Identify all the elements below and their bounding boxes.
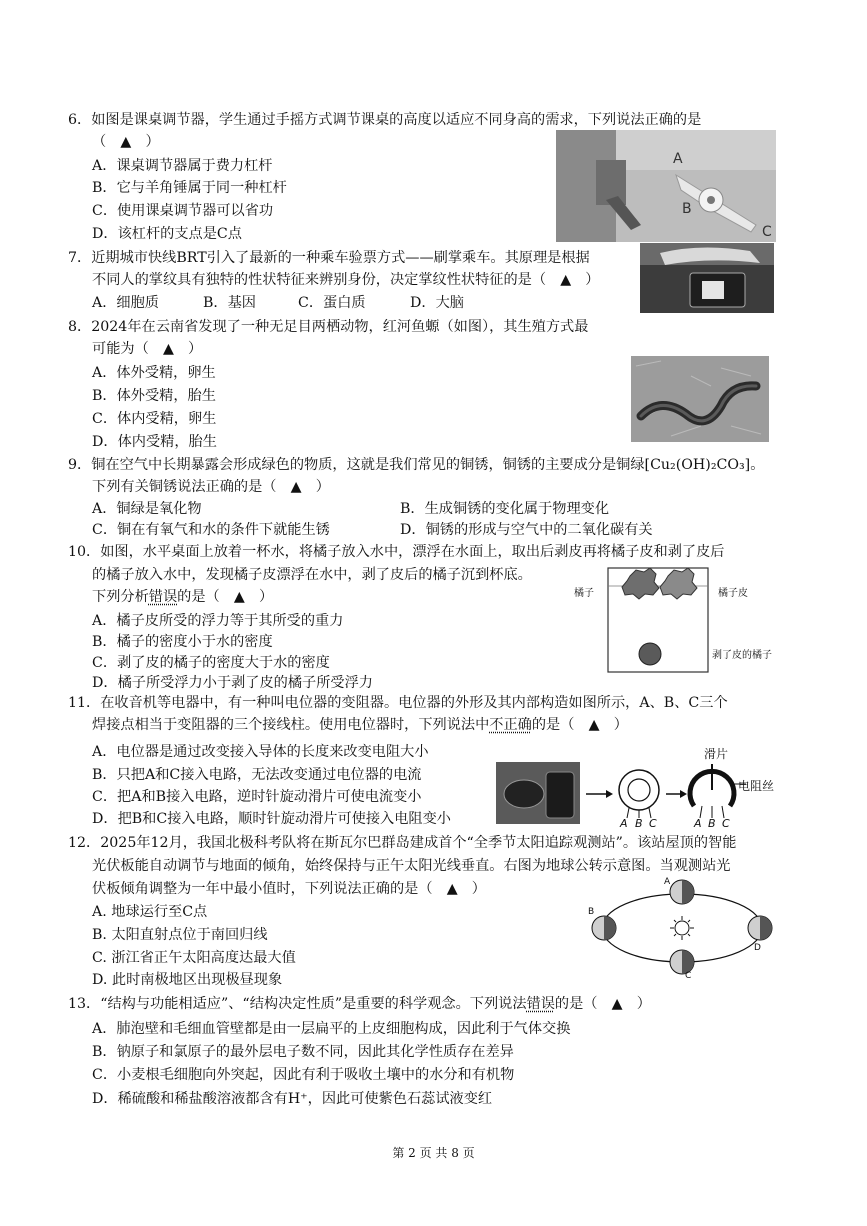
q12-option-d: D. 此时南极地区出现极昼现象 xyxy=(92,972,283,988)
q6-stem-line1: 6．如图是课桌调节器，学生通过手摇方式调节课桌的高度以适应不同身高的需求，下列说法正确的是 xyxy=(68,112,702,128)
q12-option-b: B. 太阳直射点位于南回归线 xyxy=(92,927,268,943)
q10-stem-line2: 的橘子放入水中，发现橘子皮漂浮在水中，剥了皮后的橘子沉到杯底。 xyxy=(92,567,532,583)
q8-option-c: C．体内受精，卵生 xyxy=(92,411,217,427)
q9-stem-line2: 下列有关铜锈说法正确的是（ ▲ ） xyxy=(92,479,330,495)
q8-option-a: A．体外受精，卵生 xyxy=(92,365,216,381)
q12-option-a: A. 地球运行至C点 xyxy=(92,904,208,920)
q11-potentiometer-figure xyxy=(494,744,784,828)
q11-option-d: D．把B和C接入电路，顺时针旋动滑片可使接入电阻变小 xyxy=(92,811,451,827)
q7-option-b: B．基因 xyxy=(203,295,256,311)
q6-desk-adjuster-figure xyxy=(556,130,776,242)
q8-salamander-photo xyxy=(631,356,769,442)
q12-earth-orbit-diagram xyxy=(584,874,780,980)
q6-fig-label-c: C xyxy=(762,224,772,240)
q10-option-b: B．橘子的密度小于水的密度 xyxy=(92,634,273,650)
q13-stem-line1: 13．“结构与功能相适应”、“结构决定性质”是重要的科学观念。下列说法错误的是（ ▲ ） xyxy=(68,996,651,1012)
q12-fig-label-a: A xyxy=(664,877,671,887)
q11-fig-label-slider: 滑片 xyxy=(704,747,729,761)
page-footer: 第 2 页 共 8 页 xyxy=(392,1146,475,1160)
q6-option-a: A．课桌调节器属于费力杠杆 xyxy=(92,158,273,174)
q11-stem-line1: 11．在收音机等电器中，有一种叫电位器的变阻器。电位器的外形及其内部构造如图所示，A、B、C三个 xyxy=(68,695,728,711)
q12-fig-label-b: B xyxy=(588,907,595,917)
q10-stem-line1: 10．如图，水平桌面上放着一杯水，将橘子放入水中，漂浮在水面上，取出后剥皮再将橘子皮和剥了皮后 xyxy=(68,544,725,560)
q9-stem-line1: 9．铜在空气中长期暴露会形成绿色的物质，这就是我们常见的铜锈，铜锈的主要成分是铜绿[Cu₂(OH)₂CO₃]。 xyxy=(68,457,765,473)
q7-stem-line1: 7．近期城市快线BRT引入了最新的一种乘车验票方式——刷掌乘车。其原理是根据 xyxy=(68,250,590,266)
q8-option-b: B．体外受精，胎生 xyxy=(92,388,216,404)
q8-stem-line2: 可能为（ ▲ ） xyxy=(92,341,203,357)
q6-fig-label-a: A xyxy=(673,151,683,167)
q7-option-c: C．蛋白质 xyxy=(298,295,366,311)
q11-option-a: A．电位器是通过改变接入导体的长度来改变电阻大小 xyxy=(92,744,429,760)
q8-option-d: D．体内受精，胎生 xyxy=(92,434,217,450)
q13-option-b: B．钠原子和氯原子的最外层电子数不同，因此其化学性质存在差异 xyxy=(92,1044,514,1060)
q12-stem-line1: 12．2025年12月，我国北极科考队将在斯瓦尔巴群岛建成首个“全季节太阳追踪观测站”。该站屋顶的智能 xyxy=(68,835,737,851)
svg-text:B: B xyxy=(635,817,643,828)
q10-fig-label-orange: 橘子 xyxy=(574,588,594,599)
q12-stem-line3: 伏板倾角调整为一年中最小值时，下列说法正确的是（ ▲ ） xyxy=(92,881,486,897)
q10-fig-label-peel: 橘子皮 xyxy=(718,588,748,599)
q7-stem-line2: 不同人的掌纹具有独特的性状特征来辨别身份，决定掌纹性状特征的是（ ▲ ） xyxy=(92,272,600,288)
q13-option-a: A．肺泡壁和毛细血管壁都是由一层扁平的上皮细胞构成，因此利于气体交换 xyxy=(92,1021,571,1037)
q9-option-b: B．生成铜锈的变化属于物理变化 xyxy=(400,501,610,517)
q6-fig-label-b: B xyxy=(682,201,692,217)
q10-option-d: D．橘子所受浮力小于剥了皮的橘子所受浮力 xyxy=(92,675,373,691)
q11-fig-label-wire: 电阻丝 xyxy=(738,779,775,793)
svg-text:C: C xyxy=(649,817,657,828)
q9-option-c: C．铜在有氧气和水的条件下就能生锈 xyxy=(92,522,330,538)
q9-option-a: A．铜绿是氧化物 xyxy=(92,501,202,517)
svg-text:C: C xyxy=(722,817,730,828)
svg-text:A: A xyxy=(694,817,702,828)
q8-stem-line1: 8．2024年在云南省发现了一种无足目两栖动物，红河鱼螈（如图），其生殖方式最 xyxy=(68,319,589,335)
q13-option-d: D．稀硫酸和稀盐酸溶液都含有H⁺，因此可使紫色石蕊试液变红 xyxy=(92,1091,493,1107)
q10-beaker-figure xyxy=(572,566,782,676)
q6-option-c: C．使用课桌调节器可以省功 xyxy=(92,203,274,219)
q6-option-b: B．它与羊角锤属于同一种杠杆 xyxy=(92,180,287,196)
q11-option-c: C．把A和B接入电路，逆时针旋动滑片可使电流变小 xyxy=(92,789,422,805)
q9-option-d: D．铜锈的形成与空气中的二氧化碳有关 xyxy=(400,522,653,538)
q7-option-d: D．大脑 xyxy=(410,295,464,311)
q13-option-c: C．小麦根毛细胞向外突起，因此有利于吸收土壤中的水分和有机物 xyxy=(92,1067,515,1083)
q12-fig-label-d: D xyxy=(754,943,761,953)
q7-option-a: A．细胞质 xyxy=(92,295,159,311)
q6-option-d: D．该杠杆的支点是C点 xyxy=(92,226,242,242)
svg-text:B: B xyxy=(708,817,716,828)
q7-palm-scanner-figure xyxy=(640,243,774,313)
q12-option-c: C. 浙江省正午太阳高度达最大值 xyxy=(92,950,296,966)
q11-stem-line2: 焊接点相当于变阻器的三个接线柱。使用电位器时，下列说法中不正确的是（ ▲ ） xyxy=(92,717,628,733)
q10-option-c: C．剥了皮的橘子的密度大于水的密度 xyxy=(92,655,330,671)
q12-stem-line2: 光伏板能自动调节与地面的倾角，始终保持与正午太阳光线垂直。右图为地球公转示意图。当观测站光 xyxy=(92,858,731,874)
svg-text:A: A xyxy=(620,817,628,828)
q6-stem-line2: （ ▲ ） xyxy=(92,134,160,150)
q12-fig-label-c: C xyxy=(685,971,692,980)
q10-fig-label-peeled: 剥了皮的橘子 xyxy=(712,650,772,661)
q10-option-a: A．橘子皮所受的浮力等于其所受的重力 xyxy=(92,613,344,629)
q11-option-b: B．只把A和C接入电路，无法改变通过电位器的电流 xyxy=(92,767,422,783)
q10-stem-line3: 下列分析错误的是（ ▲ ） xyxy=(92,589,274,605)
